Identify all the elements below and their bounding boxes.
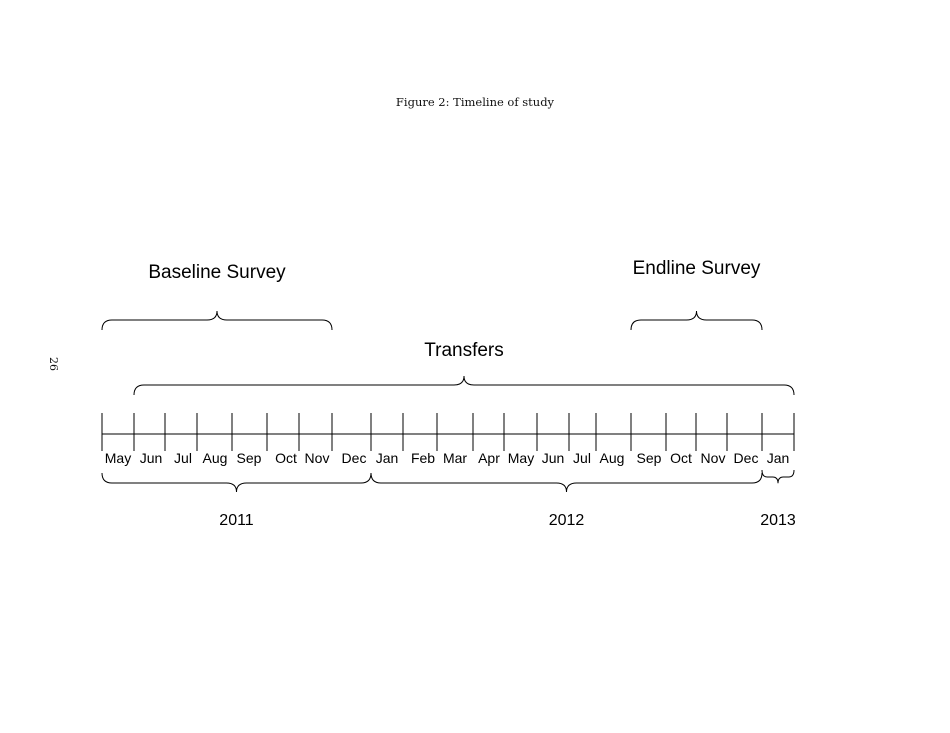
event-label: Endline Survey xyxy=(632,258,761,279)
month-label: Sep xyxy=(236,450,262,466)
event-brace xyxy=(102,311,332,330)
month-label: Dec xyxy=(733,450,759,466)
month-label: Apr xyxy=(478,450,500,466)
month-label: Jul xyxy=(174,450,192,466)
month-label: Oct xyxy=(670,450,692,466)
month-label: Feb xyxy=(410,450,436,466)
month-label: Nov xyxy=(700,450,726,466)
event-label: Baseline Survey xyxy=(148,262,286,283)
month-labels xyxy=(105,450,790,466)
month-label: Jan xyxy=(375,450,399,466)
year-label: 2013 xyxy=(760,512,796,529)
month-label: Sep xyxy=(636,450,662,466)
figure-caption: Figure 2: Timeline of study xyxy=(395,95,555,109)
month-label: Aug xyxy=(599,450,625,466)
event-brace xyxy=(134,376,794,395)
year-brace xyxy=(762,470,794,483)
month-label: Jun xyxy=(139,450,163,466)
month-label: Mar xyxy=(442,450,468,466)
year-label: 2011 xyxy=(219,512,254,529)
month-label: May xyxy=(507,450,535,466)
year-label: 2012 xyxy=(548,512,585,529)
month-label: Jan xyxy=(766,450,790,466)
year-brace xyxy=(102,473,371,492)
event-label: Transfers xyxy=(424,340,504,361)
month-label: Aug xyxy=(202,450,228,466)
month-label: Oct xyxy=(275,450,297,466)
event-braces xyxy=(102,258,794,395)
year-braces xyxy=(102,470,796,529)
year-brace xyxy=(371,473,762,492)
month-label: Dec xyxy=(341,450,367,466)
month-ticks xyxy=(102,413,794,451)
page-number: 26 xyxy=(47,357,60,371)
month-label: Jul xyxy=(573,450,591,466)
event-brace xyxy=(631,311,762,330)
month-label: Nov xyxy=(304,450,330,466)
month-label: Jun xyxy=(541,450,565,466)
month-label: May xyxy=(104,450,132,466)
